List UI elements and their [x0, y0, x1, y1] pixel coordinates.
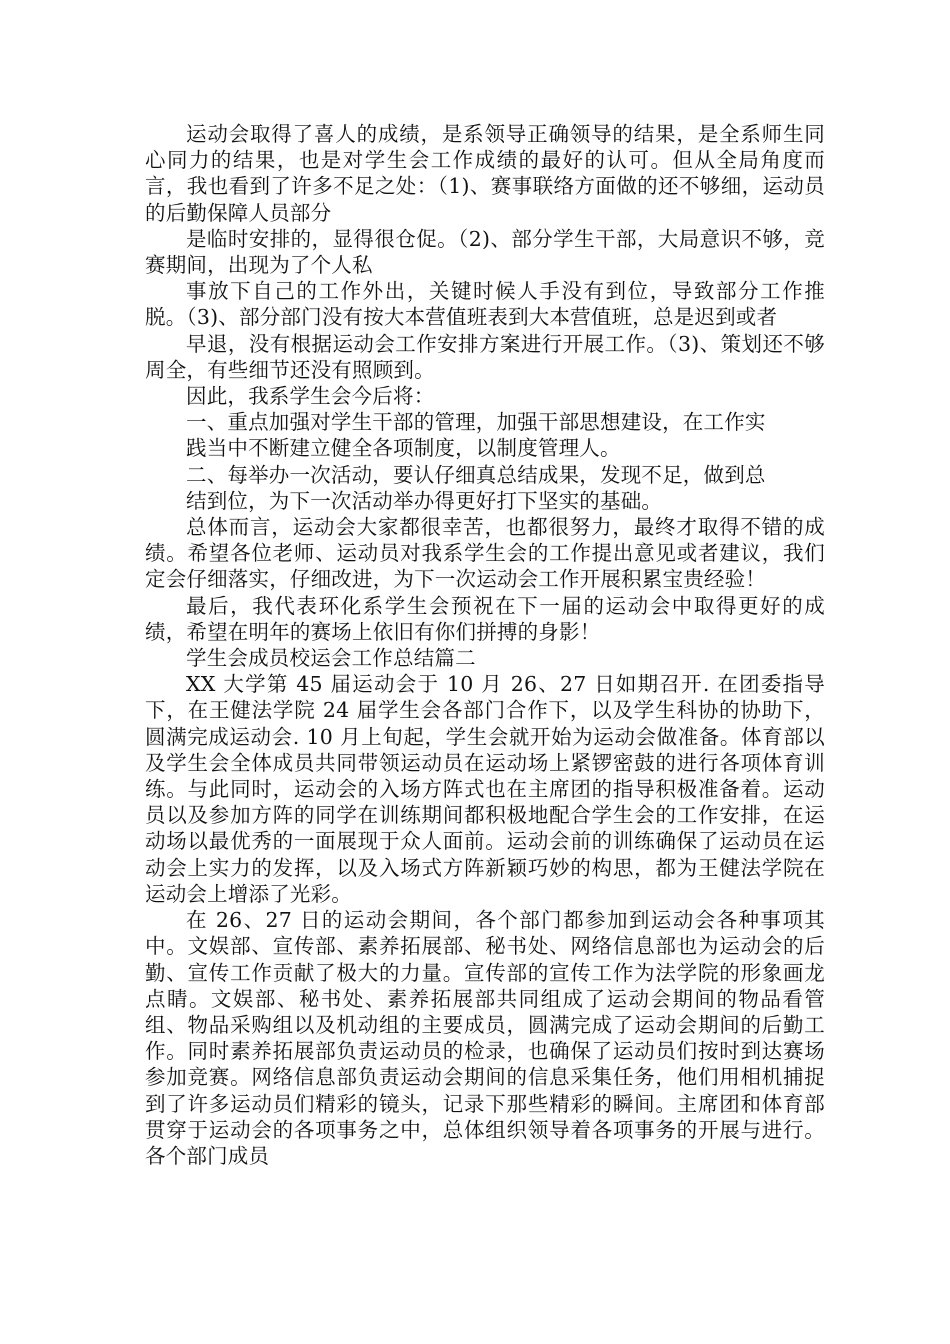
paragraph: 早退，没有根据运动会工作安排方案进行开展工作。（3)、策划还不够周全，有些细节还没有照顾到。 — [145, 331, 825, 382]
paragraph: 运动会取得了喜人的成绩，是系领导正确领导的结果，是全系师生同心同力的结果，也是对学生会工作成绩的最好的认可。但从全局角度而言，我也看到了许多不足之处：（1)、赛事联络方面做的还不够细，运动员的后勤保障人员部分 — [145, 122, 825, 225]
paragraph: 是临时安排的，显得很仓促。（2)、部分学生干部，大局意识不够，竞赛期间，出现为了个人私 — [145, 226, 825, 278]
paragraph: XX 大学第 45 届运动会于 10 月 26、27 日如期召开. 在团委指导下，在王健法学院 24 届学生会各部门合作下，以及学生科协的协助下，圆满完成运动会. 10 月上旬起，学生会就开始为运动会做准备。体育部以及学生会全体成员共同带领运动员在运动场上紧锣密鼓的进行各项体育训练。与此同时，运动会的入场方阵式也在主席团的指导积极准备着。运动员以及参加方阵的同学在训练期间都积极地配合学生会的工作安排，在运动场以最优秀的一面展现于众人面前。运动会前的训练确保了运动员在运动会上实力的发挥，以及入场式方阵新颖巧妙的构思，都为王健法学院在运动会上增添了光彩。 — [145, 672, 825, 906]
section-heading: 学生会成员校运会工作总结篇二 — [186, 646, 476, 671]
paragraph: 因此，我系学生会今后将： — [186, 384, 435, 409]
paragraph: 结到位，为下一次活动举办得更好打下坚实的基础。 — [186, 488, 663, 513]
paragraph: 总体而言，运动会大家都很幸苦，也都很努力，最终才取得不错的成绩。希望各位老师、运动员对我系学生会的工作提出意见或者建议，我们定会仔细落实，仔细改进，为下一次运动会工作开展积累宝贵经验！ — [145, 515, 825, 592]
paragraph: 二、每举办一次活动，要认仔细真总结成果，发现不足，做到总 — [186, 462, 766, 487]
paragraph: 一、重点加强对学生干部的管理，加强干部思想建设，在工作实 — [186, 410, 766, 435]
paragraph: 践当中不断建立健全各项制度，以制度管理人。 — [186, 436, 621, 461]
paragraph: 最后，我代表环化系学生会预祝在下一届的运动会中取得更好的成绩，希望在明年的赛场上依旧有你们拼搏的身影！ — [145, 593, 825, 644]
paragraph: 事放下自己的工作外出，关键时候人手没有到位，导致部分工作推脱。（3)、部分部门没有按大本营值班表到大本营值班，总是迟到或者 — [145, 279, 825, 330]
paragraph: 在 26、27 日的运动会期间，各个部门都参加到运动会各种事项其中。文娱部、宣传部、素养拓展部、秘书处、网络信息部也为运动会的后勤、宣传工作贡献了极大的力量。宣传部的宣传工作为法学院的形象画龙点睛。文娱部、秘书处、素养拓展部共同组成了运动会期间的物品看管组、物品采购组以及机动组的主要成员，圆满完成了运动会期间的后勤工作。同时素养拓展部负责运动员的检录，也确保了运动员们按时到达赛场参加竞赛。网络信息部负责运动会期间的信息采集任务，他们用相机捕捉到了许多运动员们精彩的镜头，记录下那些精彩的瞬间。主席团和体育部贯穿于运动会的各项事务之中，总体组织领导着各项事务的开展与进行。各个部门成员 — [145, 908, 825, 1168]
document-body — [145, 121, 825, 1169]
